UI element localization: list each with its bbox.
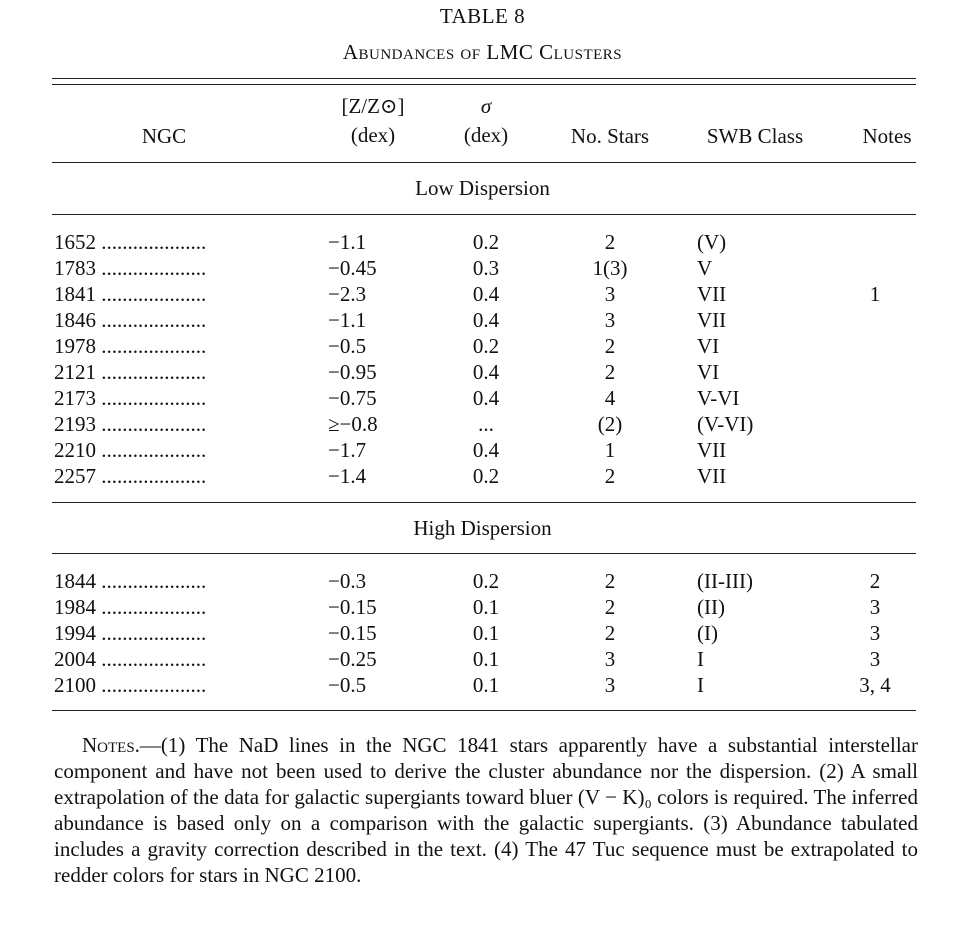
cell-swb: I bbox=[697, 673, 704, 697]
cell-nstars: 2 bbox=[604, 464, 616, 488]
cell-swb: I bbox=[697, 647, 704, 671]
cell-notes: 2 bbox=[869, 569, 881, 593]
cell-notes: 3 bbox=[869, 621, 881, 645]
section-rule-high-top bbox=[52, 502, 916, 503]
section-rule-high bbox=[52, 553, 916, 554]
cell-z: −1.4 bbox=[328, 464, 367, 488]
cell-swb: V-VI bbox=[697, 386, 740, 410]
table-row bbox=[0, 463, 965, 489]
table-row bbox=[0, 620, 965, 646]
cell-swb: VII bbox=[697, 464, 727, 488]
cell-z: −0.5 bbox=[328, 673, 367, 697]
cell-notes: 3 bbox=[869, 595, 881, 619]
cell-swb: VI bbox=[697, 360, 720, 384]
table-row bbox=[0, 333, 965, 359]
table-number: TABLE 8 bbox=[439, 4, 526, 28]
cell-ngc: 1846 .................... bbox=[54, 308, 207, 332]
cell-nstars: 4 bbox=[604, 386, 616, 410]
header-sigma-unit: (dex) bbox=[463, 123, 509, 147]
cell-swb: (II-III) bbox=[697, 569, 753, 593]
cell-ngc: 2193 .................... bbox=[54, 412, 207, 436]
cell-nstars: 2 bbox=[604, 595, 616, 619]
header-ngc: NGC bbox=[141, 124, 187, 148]
cell-ngc: 2173 .................... bbox=[54, 386, 207, 410]
header-sigma bbox=[438, 92, 534, 150]
cell-nstars: (2) bbox=[597, 412, 623, 436]
cell-z: −2.3 bbox=[328, 282, 367, 306]
cell-ngc: 1652 .................... bbox=[54, 230, 207, 254]
cell-sigma: 0.4 bbox=[472, 308, 500, 332]
table-notes bbox=[54, 732, 918, 888]
cell-nstars: 2 bbox=[604, 334, 616, 358]
cell-swb: (V-VI) bbox=[697, 412, 754, 436]
cell-z: −0.15 bbox=[328, 595, 377, 619]
top-double-rule-1 bbox=[52, 78, 916, 79]
table-row bbox=[0, 229, 965, 255]
header-swb: SWB Class bbox=[706, 124, 804, 148]
cell-swb: VII bbox=[697, 308, 727, 332]
cell-ngc: 2004 .................... bbox=[54, 647, 207, 671]
header-nstars: No. Stars bbox=[570, 124, 650, 148]
cell-sigma: 0.1 bbox=[472, 647, 500, 671]
table-row bbox=[0, 568, 965, 594]
table-row bbox=[0, 385, 965, 411]
table-row bbox=[0, 437, 965, 463]
cell-ngc: 1841 .................... bbox=[54, 282, 207, 306]
cell-nstars: 3 bbox=[604, 673, 616, 697]
cell-nstars: 2 bbox=[604, 230, 616, 254]
cell-nstars: 3 bbox=[604, 647, 616, 671]
section-rule-low bbox=[52, 214, 916, 215]
cell-swb: V bbox=[697, 256, 713, 280]
cell-z: −1.1 bbox=[328, 230, 367, 254]
header-sigma-label: σ bbox=[480, 94, 492, 118]
section-title-low: Low Dispersion bbox=[415, 176, 550, 200]
header-z-unit: (dex) bbox=[350, 123, 396, 147]
cell-swb: VII bbox=[697, 282, 727, 306]
table-title: Abundances of LMC Clusters bbox=[342, 40, 623, 64]
header-z bbox=[318, 92, 428, 150]
cell-notes: 1 bbox=[869, 282, 881, 306]
cell-swb: VII bbox=[697, 438, 727, 462]
cell-swb: (II) bbox=[697, 595, 725, 619]
cell-z: −1.7 bbox=[328, 438, 367, 462]
cell-z: −0.5 bbox=[328, 334, 367, 358]
table-row bbox=[0, 307, 965, 333]
cell-sigma: 0.1 bbox=[472, 595, 500, 619]
cell-sigma: 0.1 bbox=[472, 621, 500, 645]
table-row bbox=[0, 281, 965, 307]
cell-z: −0.75 bbox=[328, 386, 377, 410]
cell-z: ≥−0.8 bbox=[328, 412, 378, 436]
cell-ngc: 1978 .................... bbox=[54, 334, 207, 358]
cell-z: −0.25 bbox=[328, 647, 377, 671]
table-row bbox=[0, 359, 965, 385]
cell-sigma: 0.2 bbox=[472, 464, 500, 488]
cell-sigma: 0.4 bbox=[472, 386, 500, 410]
top-double-rule-2 bbox=[52, 84, 916, 85]
cell-sigma: ... bbox=[478, 412, 494, 436]
notes-lead: Notes. bbox=[82, 733, 140, 757]
cell-notes: 3, 4 bbox=[859, 673, 891, 697]
cell-z: −0.95 bbox=[328, 360, 377, 384]
cell-ngc: 2100 .................... bbox=[54, 673, 207, 697]
cell-sigma: 0.1 bbox=[472, 673, 500, 697]
cell-sigma: 0.2 bbox=[472, 569, 500, 593]
cell-sigma: 0.4 bbox=[472, 282, 500, 306]
cell-sigma: 0.2 bbox=[472, 230, 500, 254]
cell-sigma: 0.2 bbox=[472, 334, 500, 358]
cell-nstars: 2 bbox=[604, 569, 616, 593]
cell-z: −0.45 bbox=[328, 256, 377, 280]
notes-text: —(1) The NaD lines in the NGC 1841 stars apparently have a substantial interstellar component and have not been used to derive the cluster abundance nor the dispersion. (2) A small extrapolation of the data for galactic supergiants toward bluer (V − K)₀ colors is required. The inferred abundance is based only on a comparison with the galactic supergiants. (3) Abundance tabulated includes a gravity correction described in the text. (4) The 47 Tuc sequence must be extrapolated to redder colors for stars in NGC 2100. bbox=[54, 733, 918, 887]
table-row bbox=[0, 411, 965, 437]
cell-z: −0.15 bbox=[328, 621, 377, 645]
cell-ngc: 2257 .................... bbox=[54, 464, 207, 488]
cell-notes: 3 bbox=[869, 647, 881, 671]
cell-nstars: 2 bbox=[604, 621, 616, 645]
cell-nstars: 1 bbox=[604, 438, 616, 462]
cell-sigma: 0.4 bbox=[472, 360, 500, 384]
cell-ngc: 1994 .................... bbox=[54, 621, 207, 645]
cell-ngc: 1844 .................... bbox=[54, 569, 207, 593]
cell-z: −0.3 bbox=[328, 569, 367, 593]
table-row bbox=[0, 594, 965, 620]
cell-nstars: 3 bbox=[604, 308, 616, 332]
cell-nstars: 2 bbox=[604, 360, 616, 384]
cell-swb: (I) bbox=[697, 621, 718, 645]
table-row bbox=[0, 646, 965, 672]
cell-nstars: 3 bbox=[604, 282, 616, 306]
cell-swb: (V) bbox=[697, 230, 727, 254]
cell-swb: VI bbox=[697, 334, 720, 358]
header-rule bbox=[52, 162, 916, 163]
notes-paragraph bbox=[54, 732, 918, 888]
table-row bbox=[0, 672, 965, 698]
header-z-label: [Z/Z⊙] bbox=[341, 94, 405, 118]
section-title-high: High Dispersion bbox=[413, 516, 552, 540]
table-row bbox=[0, 255, 965, 281]
cell-ngc: 2210 .................... bbox=[54, 438, 207, 462]
cell-ngc: 1984 .................... bbox=[54, 595, 207, 619]
cell-sigma: 0.3 bbox=[472, 256, 500, 280]
bottom-rule bbox=[52, 710, 916, 711]
cell-nstars: 1(3) bbox=[592, 256, 628, 280]
cell-ngc: 1783 .................... bbox=[54, 256, 207, 280]
cell-z: −1.1 bbox=[328, 308, 367, 332]
cell-sigma: 0.4 bbox=[472, 438, 500, 462]
cell-ngc: 2121 .................... bbox=[54, 360, 207, 384]
header-notes: Notes bbox=[862, 124, 912, 148]
